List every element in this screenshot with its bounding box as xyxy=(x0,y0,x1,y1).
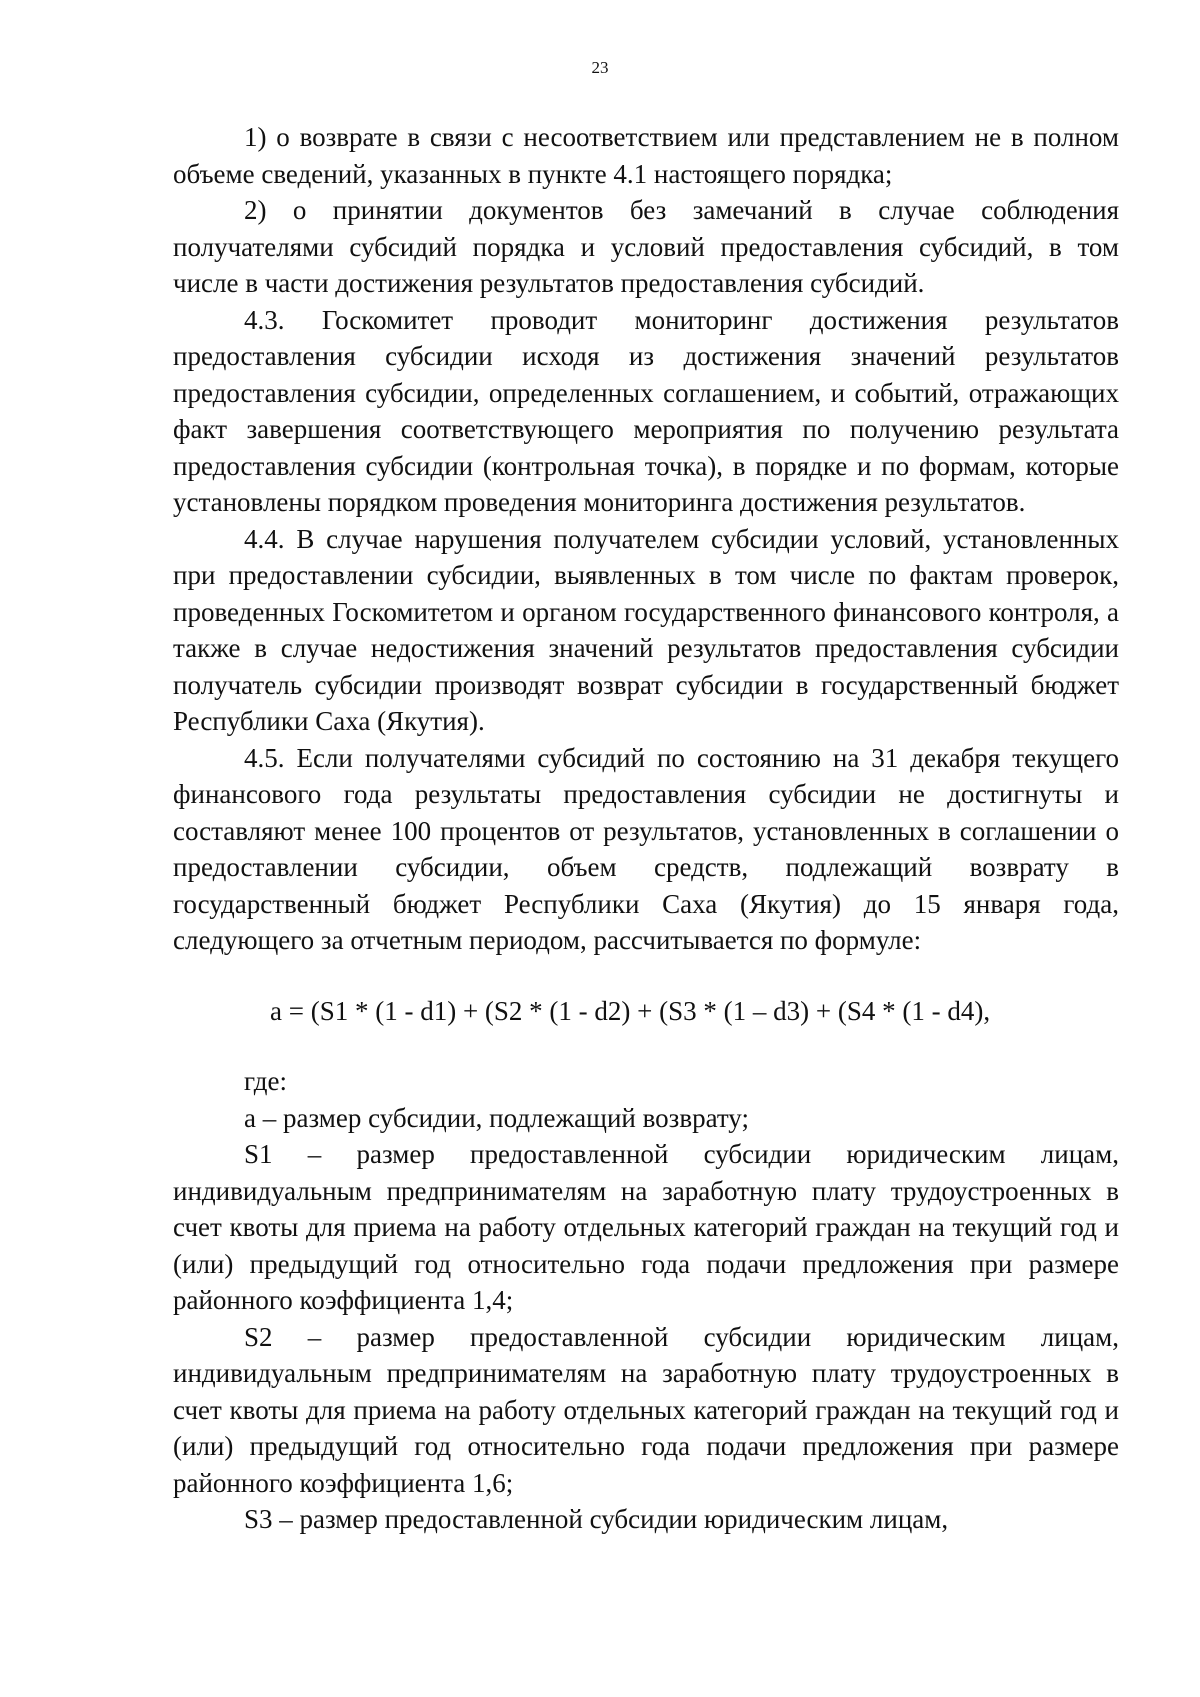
definition-a: а – размер субсидии, подлежащий возврату; xyxy=(244,1102,749,1133)
paragraph-4-5: 4.5. Если получателями субсидий по состоянию на 31 декабря текущего финансового года результаты предоставления субсидии не достигнуты и составляют менее 100 процентов от результатов, установленных в соглашении о предоставлении субсидии, объем средств, подлежащий возврату в государственный бюджет Республики Саха (Якутия) до 15 января года, следующего за отчетным периодом, рассчитывается по формуле: xyxy=(173,742,1119,955)
paragraph-accept-clause: 2) о принятии документов без замечаний в случае соблюдения получателями субсидий порядка и условий предоставления субсидий, в том числе в части достижения результатов предоставления субсидий. xyxy=(173,195,1119,298)
definition-s1: S1 – размер предоставленной субсидии юридическим лицам, индивидуальным предпринимателям на заработную плату трудоустроенных в счет квоты для приема на работу отдельных категорий граждан на текущий год и (или) предыдущий год относительно года подачи предложения при размере районного коэффициента 1,4; xyxy=(173,1139,1119,1315)
return-formula: a = (S1 * (1 - d1) + (S2 * (1 - d2) + (S3 * (1 – d3) + (S4 * (1 - d4), xyxy=(270,995,991,1026)
definition-s3: S3 – размер предоставленной субсидии юридическим лицам, xyxy=(244,1504,949,1534)
paragraph-4-3: 4.3. Госкомитет проводит мониторинг достижения результатов предоставления субсидии исходя из достижения значений результатов предоставления субсидии, определенных соглашением, и событий, отражающих факт завершения соответствующего мероприятия по получению результата предоставления субсидии (контрольная точка), в порядке и по формам, которые установлены порядком проведения мониторинга достижения результатов. xyxy=(173,304,1119,517)
document-body xyxy=(173,119,1119,1538)
paragraph-return-clause: 1) о возврате в связи с несоответствием или представлением не в полном объеме сведений, указанных в пункте 4.1 настоящего порядка; xyxy=(173,122,1119,189)
definition-s2: S2 – размер предоставленной субсидии юридическим лицам, индивидуальным предпринимателям на заработную плату трудоустроенных в счет квоты для приема на работу отдельных категорий граждан на текущий год и (или) предыдущий год относительно года подачи предложения при размере районного коэффициента 1,6; xyxy=(173,1321,1119,1498)
where-label: где: xyxy=(244,1066,287,1096)
page-number: 23 xyxy=(591,58,609,77)
paragraph-4-4: 4.4. В случае нарушения получателем субсидии условий, установленных при предоставлении субсидии, выявленных в том числе по фактам проверок, проведенных Госкомитетом и органом государственного финансового контроля, а также в случае недостижения значений результатов предоставления субсидии получатель субсидии производят возврат субсидии в государственный бюджет Республики Саха (Якутия). xyxy=(173,523,1119,736)
